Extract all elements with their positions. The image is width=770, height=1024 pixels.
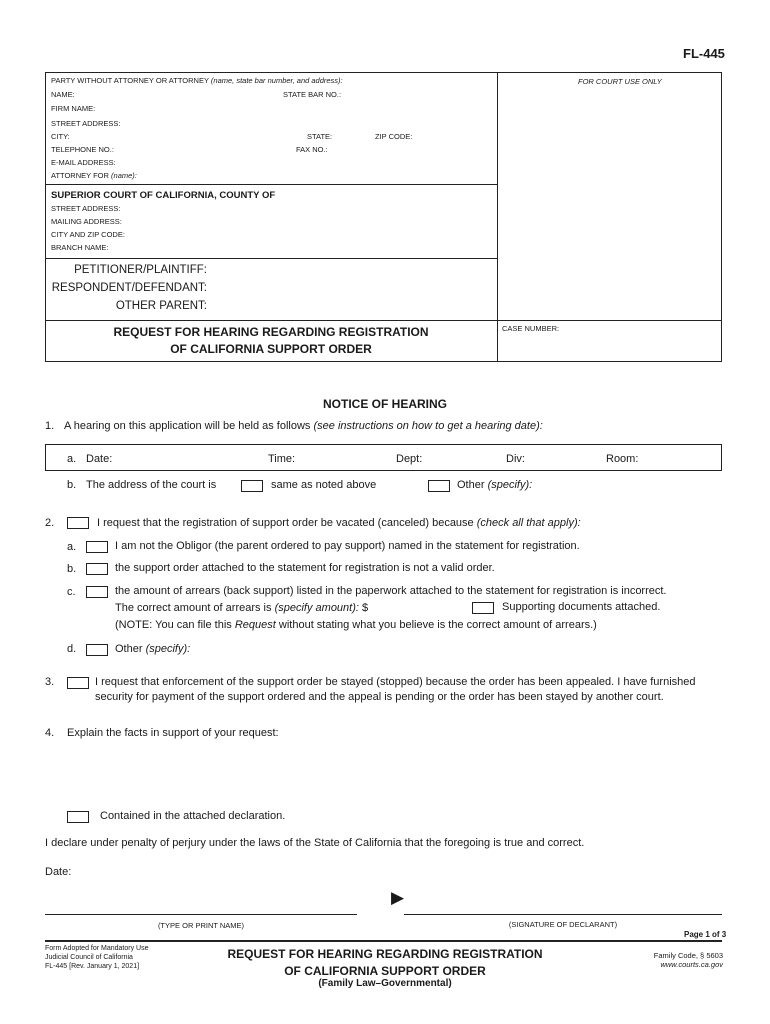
other-reason-checkbox[interactable] [86, 644, 108, 656]
court-city-zip-label: CITY AND ZIP CODE: [51, 230, 125, 239]
item4-text: Explain the facts in support of your request: [67, 727, 279, 739]
vacate-registration-checkbox[interactable] [67, 517, 89, 529]
same-as-above-checkbox[interactable] [241, 480, 263, 492]
form-id: FL-445 [683, 46, 725, 61]
item2b-text: the support order attached to the statement for registration is not a valid order. [115, 562, 495, 574]
arrears-note: (NOTE: You can file this Request without stating what you believe is the correct amount of arrears.) [115, 619, 597, 631]
footer-subtitle: (Family Law–Governmental) [318, 978, 452, 989]
adoption-info: Form Adopted for Mandatory Use Judicial Council of California FL-445 [Rev. January 1, 2021] [45, 945, 149, 970]
attached-declaration-checkbox[interactable] [67, 811, 89, 823]
item2a-label: a. [67, 541, 77, 553]
other-address-checkbox[interactable] [428, 480, 450, 492]
item2c-text: the amount of arrears (back support) listed in the paperwork attached to the statement for registration is incorrect. [115, 585, 667, 597]
item3-num: 3. [45, 676, 55, 688]
signature-arrow-icon: ▶ [391, 888, 405, 907]
caption-box [45, 72, 722, 362]
incorrect-arrears-checkbox[interactable] [86, 586, 108, 598]
form-title-line1: REQUEST FOR HEARING REGARDING REGISTRATION [113, 325, 429, 339]
item2a-text: I am not the Obligor (the parent ordered to pay support) named in the statement for registration. [115, 540, 580, 552]
street-label: STREET ADDRESS: [51, 119, 121, 128]
court-mailing-label: MAILING ADDRESS: [51, 217, 122, 226]
item2-text: I request that the registration of support order be vacated (canceled) because (check all that apply): [97, 517, 581, 529]
signature-field[interactable] [404, 890, 722, 912]
court-branch-label: BRANCH NAME: [51, 243, 109, 252]
party-label: PARTY WITHOUT ATTORNEY OR ATTORNEY (name, state bar number, and address): [51, 76, 343, 85]
caption-divider [497, 72, 498, 362]
email-label: E-MAIL ADDRESS: [51, 158, 116, 167]
state-bar-label: STATE BAR NO.: [283, 90, 342, 99]
firm-label: FIRM NAME: [51, 104, 96, 113]
attorney-for-label: ATTORNEY FOR (name): [51, 171, 137, 180]
signature-caption: (SIGNATURE OF DECLARANT) [508, 920, 618, 929]
supporting-docs-checkbox[interactable] [472, 602, 494, 614]
item2d-label: d. [67, 643, 77, 655]
hearing-div-label: Div: [506, 453, 525, 465]
courts-link: www.courts.ca.gov [660, 960, 723, 969]
hearing-dept-label: Dept: [396, 453, 423, 465]
court-title: SUPERIOR COURT OF CALIFORNIA, COUNTY OF [51, 190, 276, 201]
same-as-above-label: same as noted above [271, 479, 377, 491]
court-use-label: FOR COURT USE ONLY [578, 77, 662, 86]
hearing-date-label: Date: [86, 453, 113, 465]
footer-citation: Family Code, § 5603 www.courts.ca.gov [590, 951, 723, 969]
print-name-line [45, 914, 357, 915]
notice-heading: NOTICE OF HEARING [322, 397, 447, 411]
court-street-label: STREET ADDRESS: [51, 204, 121, 213]
other-parent-label: OTHER PARENT: [115, 300, 207, 312]
case-number-label: CASE NUMBER: [502, 324, 560, 333]
page-number: Page 1 of 3 [684, 930, 727, 939]
declaration-text: I declare under penalty of perjury under the laws of the State of California that the foregoing is true and correct. [45, 837, 585, 849]
stay-enforcement-checkbox[interactable] [67, 677, 89, 689]
form-title-line2: OF CALIFORNIA SUPPORT ORDER [170, 342, 372, 356]
footer-title: REQUEST FOR HEARING REGARDING REGISTRATION OF CALIFORNIA SUPPORT ORDER [227, 947, 543, 978]
facts-textarea[interactable] [67, 745, 717, 803]
name-label: NAME: [51, 90, 75, 99]
hearing-time-label: Time: [268, 453, 296, 465]
item2-num: 2. [45, 517, 55, 529]
print-name-caption: (TYPE OR PRINT NAME) [157, 921, 245, 930]
invalid-order-checkbox[interactable] [86, 563, 108, 575]
declaration-date-label: Date: [45, 866, 72, 878]
declaration-date-input[interactable] [80, 862, 280, 880]
attached-declaration-label: Contained in the attached declaration. [100, 810, 286, 822]
item3-line2: security for payment of the support ordered and the appeal is pending or the order has been stayed by another court. [95, 691, 664, 703]
court-address-text: The address of the court is [86, 479, 217, 491]
signature-line [404, 914, 722, 915]
supporting-docs-label: Supporting documents attached. [502, 601, 661, 613]
telephone-label: TELEPHONE NO.: [51, 145, 114, 154]
item1b-label: b. [67, 479, 77, 491]
item2d-text: Other (specify): [115, 643, 191, 655]
correct-arrears-text: The correct amount of arrears is (specify amount): $ [115, 602, 369, 614]
zip-label: ZIP CODE: [375, 132, 413, 141]
city-label: CITY: [51, 132, 70, 141]
petitioner-label: PETITIONER/PLAINTIFF: [74, 264, 207, 276]
fax-label: FAX NO.: [296, 145, 328, 154]
hearing-room-label: Room: [606, 453, 639, 465]
footer-rule [45, 940, 722, 942]
print-name-input[interactable] [45, 893, 357, 913]
item2b-label: b. [67, 563, 77, 575]
item1-num: 1. [45, 420, 55, 432]
item4-num: 4. [45, 727, 55, 739]
item3-line1: I request that enforcement of the support order be stayed (stopped) because the order has been appealed. I have furnished [95, 676, 696, 688]
item1-text: A hearing on this application will be held as follows (see instructions on how to get a hearing date): [64, 420, 543, 432]
other-address-label: Other (specify): [457, 479, 533, 491]
not-obligor-checkbox[interactable] [86, 541, 108, 553]
item1a-label: a. [67, 453, 77, 465]
respondent-label: RESPONDENT/DEFENDANT: [51, 282, 207, 294]
item2c-label: c. [67, 586, 76, 598]
state-label: STATE: [307, 132, 333, 141]
